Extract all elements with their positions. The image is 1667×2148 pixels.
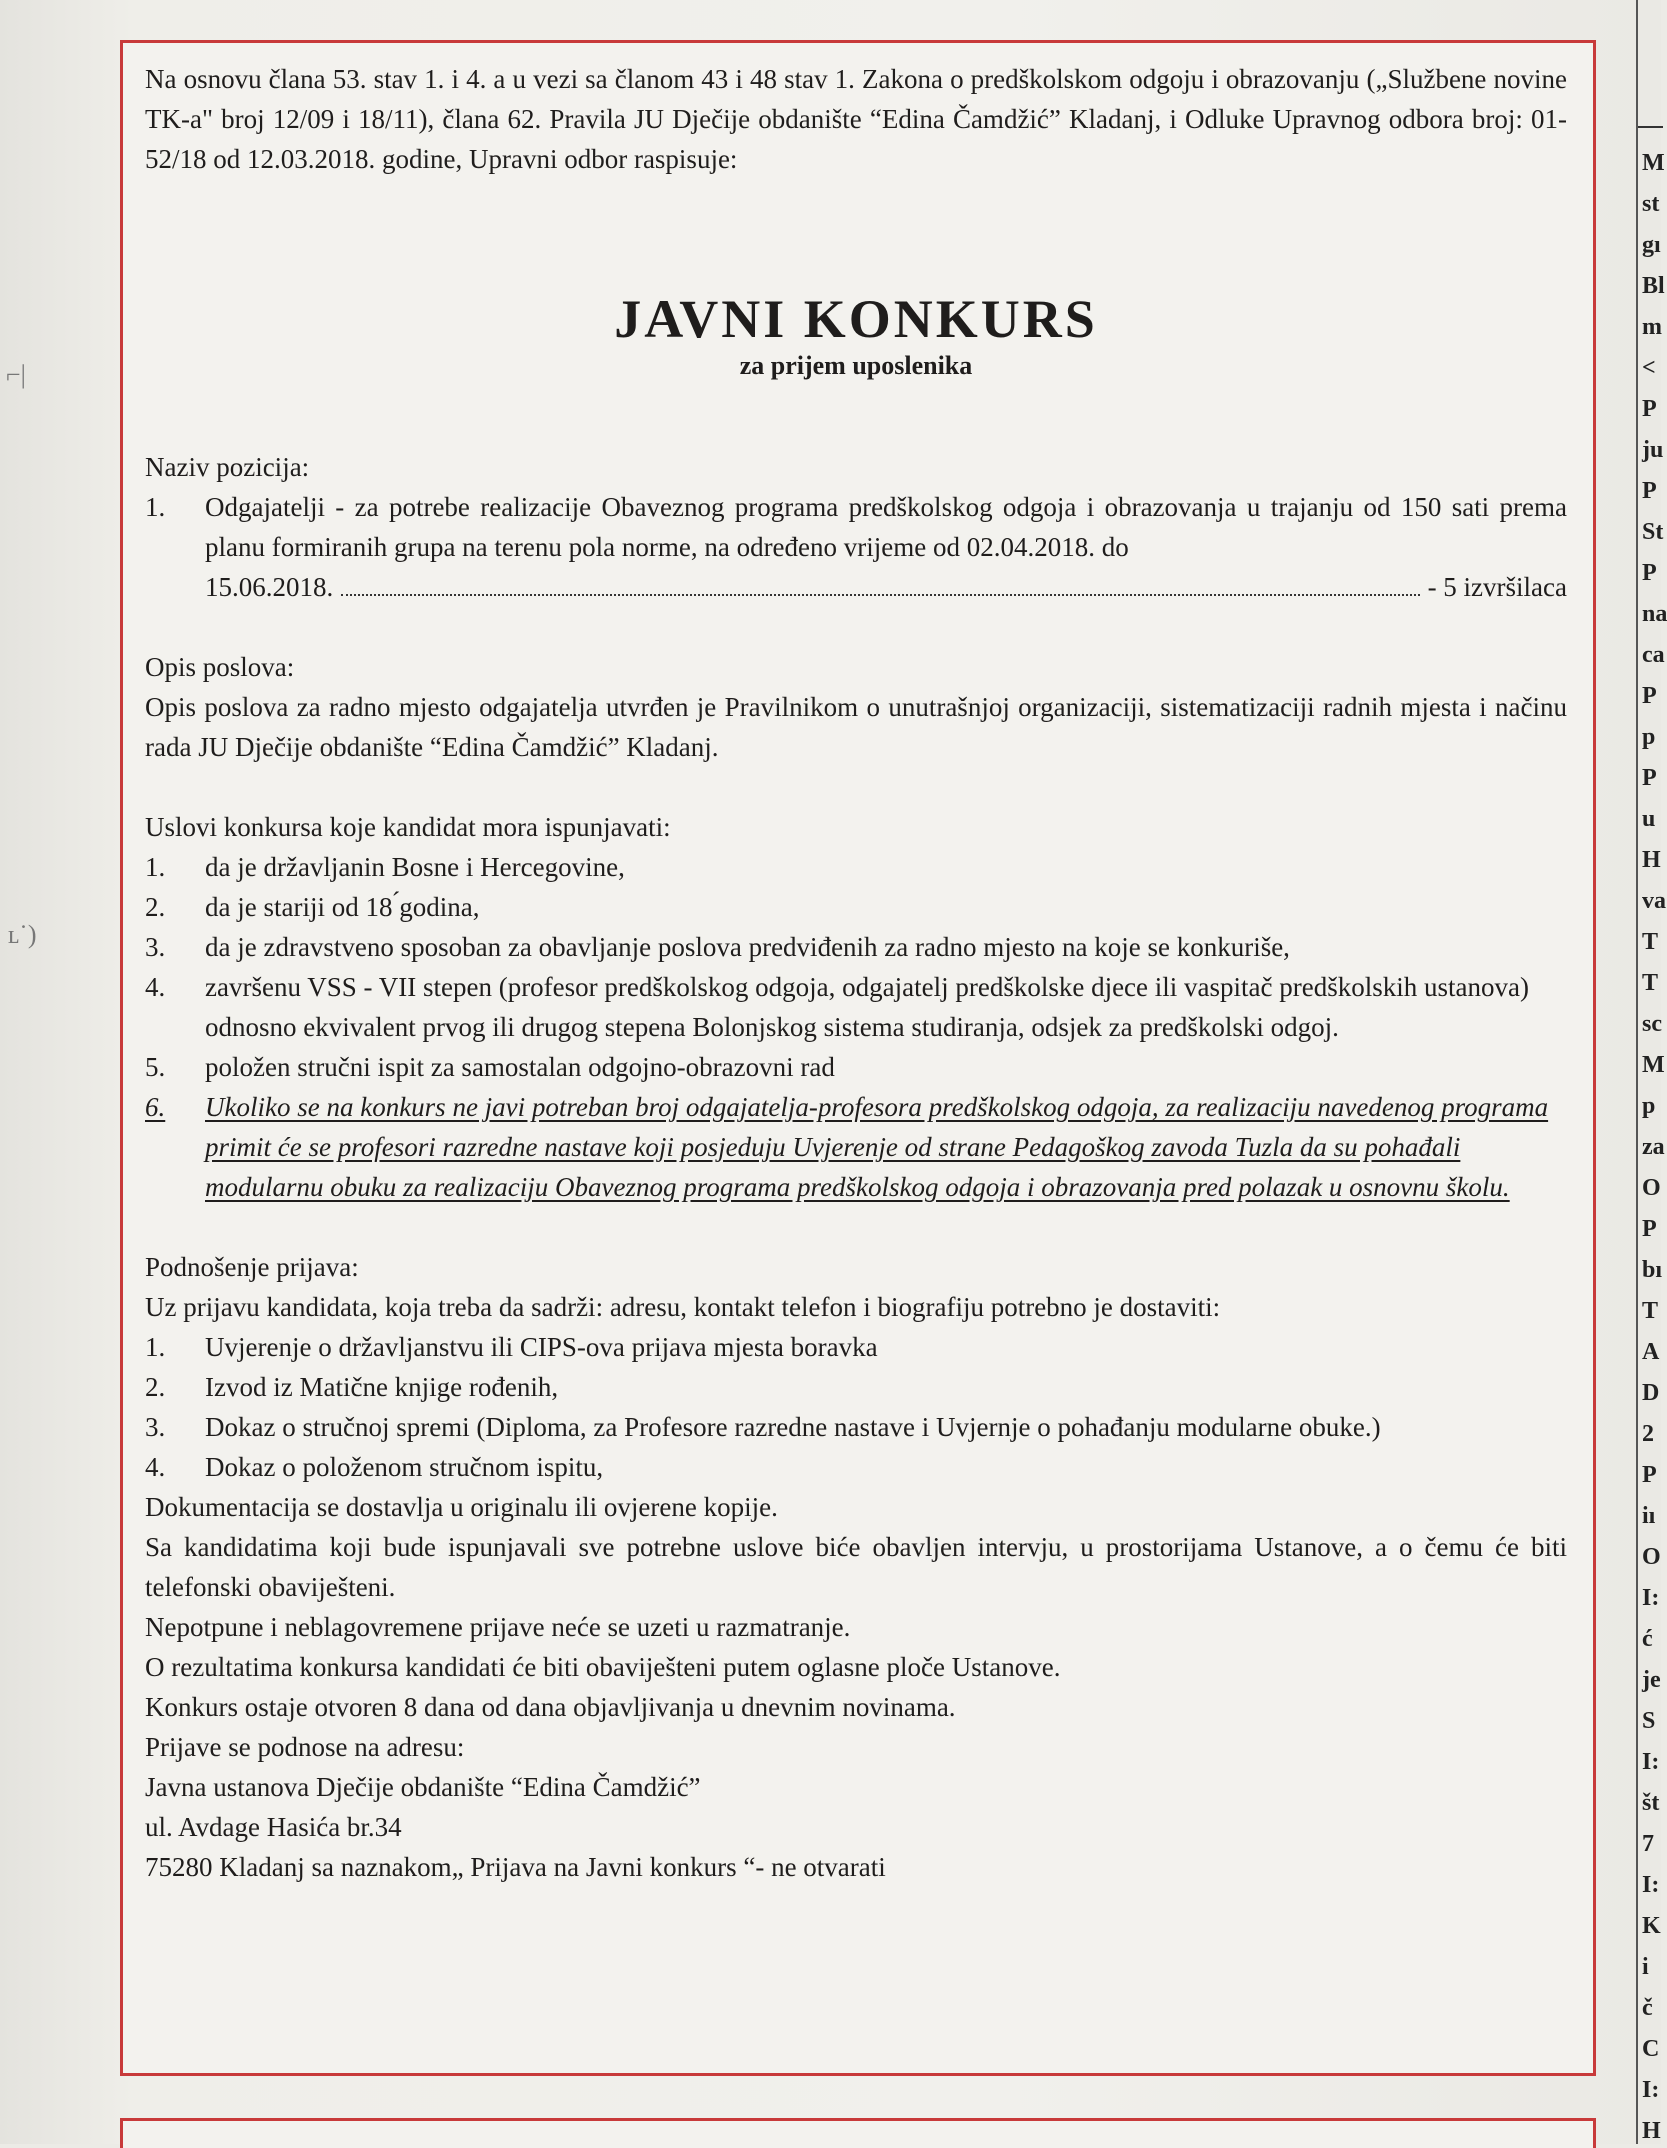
clipped-column-text: O	[1642, 1175, 1661, 1201]
item-number: 2.	[145, 892, 166, 922]
margin-mark: ⌐|	[6, 360, 26, 389]
item-number: 5.	[145, 1052, 166, 1082]
clipped-column-text: Bl	[1642, 273, 1665, 299]
clipped-column-text: P	[1642, 396, 1657, 422]
position-leader-row	[205, 567, 1567, 607]
documents-list	[145, 1327, 1567, 1487]
item-number: 3.	[145, 932, 166, 962]
condition-text: položen stručni ispit za samostalan odgojno-obrazovni rad	[205, 1052, 835, 1082]
clipped-column-text: p	[1642, 724, 1656, 750]
clipped-column-text: i	[1642, 1954, 1649, 1980]
clipped-column-text: iı	[1642, 1503, 1656, 1529]
submission-intro: Uz prijavu kandidata, koja treba da sadrži: adresu, kontakt telefon i biografiju potrebno je dostaviti:	[145, 1292, 1221, 1322]
document-text: Dokaz o položenom stručnom ispitu,	[205, 1452, 604, 1482]
clipped-column-text: I:	[1642, 1872, 1660, 1898]
notice-subtitle: za prijem uposlenika	[739, 351, 973, 380]
clipped-column-text: D	[1642, 1380, 1660, 1406]
item-number: 4.	[145, 972, 166, 1002]
clipped-column-text: T	[1642, 929, 1659, 955]
submission-heading: Podnošenje prijava:	[145, 1252, 359, 1282]
clipped-column-text: ju	[1642, 437, 1664, 463]
position-text: Odgajatelji - za potrebe realizacije Obaveznog programa predškolskog odgoja i obrazovanja u trajanju od 150 sati prema planu formiranih grupa na terenu pola norme, na određeno vrijeme od 02.04.2018. do	[205, 492, 1567, 562]
condition-text: da je stariji od 18 ́godina,	[205, 892, 480, 922]
clipped-column-text: P	[1642, 1462, 1657, 1488]
conditions-heading: Uslovi konkursa koje kandidat mora ispunjavati:	[145, 812, 671, 842]
clipped-column-text: m	[1642, 314, 1662, 340]
clipped-column-text: za	[1642, 1134, 1665, 1160]
clipped-column-text: I:	[1642, 1585, 1660, 1611]
clipped-column-text: H	[1642, 847, 1661, 873]
address-line: Javna ustanova Dječije obdanište “Edina Čamdžić”	[145, 1772, 701, 1802]
clipped-column-text: P	[1642, 1216, 1657, 1242]
clipped-column-text: bı	[1642, 1257, 1663, 1283]
list-item	[145, 927, 1567, 967]
list-item	[145, 1087, 1567, 1207]
address-line: 75280 Kladanj sa naznakom„ Prijava na Javni konkurs “- ne otvarati	[145, 1852, 886, 1882]
clipped-column-text: T	[1642, 1298, 1659, 1324]
clipped-column-text: št	[1642, 1790, 1660, 1816]
item-number: 1.	[145, 1332, 166, 1362]
clipped-column-text: u	[1642, 806, 1656, 832]
position-executors: - 5 izvršilaca	[1427, 572, 1567, 602]
adjacent-column-fragment	[1636, 0, 1667, 2144]
clipped-column-text: 7	[1642, 1831, 1654, 1857]
margin-mark: ʟ˙)	[8, 920, 37, 949]
clipped-column-text: S	[1642, 1708, 1656, 1734]
clipped-column-text: K	[1642, 1913, 1661, 1939]
closing-line: Sa kandidatima koji bude ispunjavali sve potrebne uslove biće obavljen intervju, u prostorijama Ustanove, a o čemu će biti telefonski obaviješteni.	[145, 1532, 1567, 1602]
notice-title: JAVNI KONKURS	[614, 289, 1098, 349]
conditions-list	[145, 847, 1567, 1207]
description-heading: Opis poslova:	[145, 652, 295, 682]
list-item	[145, 887, 1567, 927]
list-item	[145, 1367, 1567, 1407]
closing-line: O rezultatima konkursa kandidati će biti obaviješteni putem oglasne ploče Ustanove.	[145, 1652, 1061, 1682]
clipped-column-text: ć	[1642, 1626, 1653, 1652]
clipped-column-text: <	[1642, 355, 1656, 381]
clipped-column-text: p	[1642, 1093, 1656, 1119]
clipped-column-text: va	[1642, 888, 1666, 914]
clipped-column-text: sc	[1642, 1011, 1662, 1037]
item-number: 1.	[145, 492, 166, 522]
list-item	[145, 847, 1567, 887]
item-number: 2.	[145, 1372, 166, 1402]
clipped-column-text: I:	[1642, 2077, 1660, 2103]
clipped-column-text: H	[1642, 2118, 1661, 2144]
list-item	[145, 967, 1567, 1047]
position-list	[145, 487, 1567, 607]
position-text-block	[205, 487, 1567, 607]
position-end-date: 15.06.2018.	[205, 572, 334, 602]
description-text: Opis poslova za radno mjesto odgajatelja utvrđen je Pravilnikom o unutrašnjoj organizaciji, sistematizaciji radnih mjesta i načinu rada JU Dječije obdanište “Edina Čamdžić” Kladanj.	[145, 692, 1567, 762]
column-rule	[1638, 126, 1663, 128]
condition-text: završenu VSS - VII stepen (profesor predškolskog odgoja, odgajatelj predškolske djece ili vaspitač predškolskih ustanova) odnosno ekvivalent prvog ili drugog stepena Bolonjskog sistema studiranja, odsjek za predškolski odgoj.	[205, 972, 1529, 1042]
clipped-column-text: st	[1642, 191, 1660, 217]
item-number: 6.	[145, 1092, 166, 1122]
list-item	[145, 1407, 1567, 1447]
clipped-column-text: M	[1642, 1052, 1665, 1078]
job-notice	[120, 40, 1596, 2076]
closing-line: Prijave se podnose na adresu:	[145, 1732, 465, 1762]
clipped-column-text: ca	[1642, 642, 1665, 668]
next-notice-border	[120, 2118, 1596, 2148]
closing-line: Dokumentacija se dostavlja u originalu ili ovjerene kopije.	[145, 1492, 778, 1522]
clipped-column-text: č	[1642, 1995, 1653, 2021]
item-number: 4.	[145, 1452, 166, 1482]
clipped-column-text: St	[1642, 519, 1664, 545]
list-item	[145, 1047, 1567, 1087]
list-item	[145, 1447, 1567, 1487]
clipped-column-text: M	[1642, 150, 1665, 176]
closing-line: Nepotpune i neblagovremene prijave neće se uzeti u razmatranje.	[145, 1612, 851, 1642]
clipped-column-text: T	[1642, 970, 1659, 996]
item-number: 1.	[145, 852, 166, 882]
condition-text: da je državljanin Bosne i Hercegovine,	[205, 852, 625, 882]
clipped-column-text: C	[1642, 2036, 1660, 2062]
clipped-column-text: gı	[1642, 232, 1661, 258]
list-item	[145, 487, 1567, 607]
condition-text-underlined: Ukoliko se na konkurs ne javi potreban broj odgajatelja-profesora predškolskog odgoja, za realizaciju navedenog programa primit će se profesori razredne nastave koji posjeduju Uvjerenje od strane Pedagoškog zavoda Tuzla da su pohađali modularnu obuku za realizaciju Obaveznog programa predškolskog odgoja i obrazovanja pred polazak u osnovnu školu.	[205, 1092, 1549, 1202]
document-text: Uvjerenje o državljanstvu ili CIPS-ova prijava mjesta boravka	[205, 1332, 878, 1362]
clipped-column-text: A	[1642, 1339, 1660, 1365]
document-text: Dokaz o stručnoj spremi (Diploma, za Profesore razredne nastave i Uvjernje o pohađanju modularne obuke.)	[205, 1412, 1381, 1442]
clipped-column-text: na	[1642, 601, 1667, 627]
closing-line: Konkurs ostaje otvoren 8 dana od dana objavljivanja u dnevnim novinama.	[145, 1692, 956, 1722]
clipped-column-text: O	[1642, 1544, 1661, 1570]
condition-text: da je zdravstveno sposoban za obavljanje poslova predviđenih za radno mjesto na koje se konkuriše,	[205, 932, 1290, 962]
clipped-column-text: P	[1642, 560, 1657, 586]
clipped-column-text: I:	[1642, 1749, 1660, 1775]
notice-content	[145, 59, 1567, 1887]
list-item	[145, 1327, 1567, 1367]
document-text: Izvod iz Matične knjige rođenih,	[205, 1372, 559, 1402]
intro-paragraph: Na osnovu člana 53. stav 1. i 4. a u vezi sa članom 43 i 48 stav 1. Zakona o predškolskom odgoju i obrazovanju („Službene novine TK-a" broj 12/09 i 18/11), člana 62. Pravila JU Dječije obdanište “Edina Čamdžić” Kladanj, i Odluke Upravnog odbora broj: 01-52/18 od 12.03.2018. godine, Upravni odbor raspisuje:	[145, 64, 1567, 174]
clipped-column-text: P	[1642, 765, 1657, 791]
position-heading: Naziv pozicija:	[145, 452, 310, 482]
clipped-column-text: je	[1642, 1667, 1661, 1693]
clipped-column-text: P	[1642, 683, 1657, 709]
address-line: ul. Avdage Hasića br.34	[145, 1812, 402, 1842]
item-number: 3.	[145, 1412, 166, 1442]
clipped-column-text: P	[1642, 478, 1657, 504]
clipped-column-text: 2	[1642, 1421, 1654, 1447]
dotted-leader	[341, 593, 1419, 596]
